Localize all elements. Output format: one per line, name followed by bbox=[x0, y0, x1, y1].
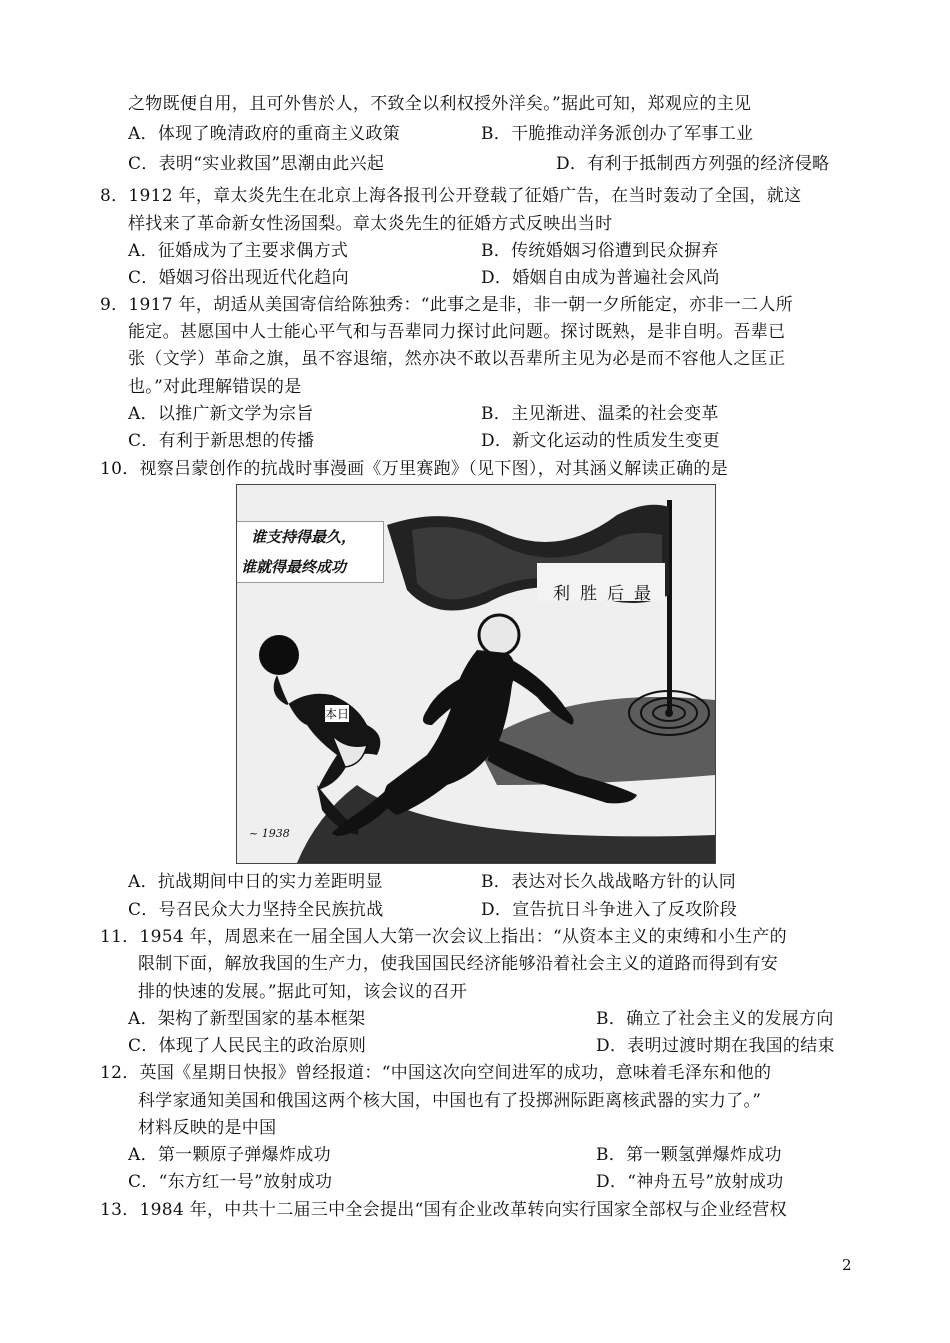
option-c: C．号召民众大力坚持全民族抗战 bbox=[128, 900, 384, 920]
question-12-stem: 科学家通知美国和俄国这两个核大国，中国也有了投掷洲际距离核武器的实力了。” bbox=[138, 1091, 762, 1111]
question-13-stem: 13．1984 年，中共十二届三中全会提出“国有企业改革转向实行国家全部权与企业经营权 bbox=[100, 1200, 787, 1220]
option-b: B．干脆推动洋务派创办了军事工业 bbox=[481, 124, 754, 144]
option-c: C．婚姻习俗出现近代化趋向 bbox=[128, 268, 349, 288]
svg-text:~ 1938: ~ 1938 bbox=[249, 827, 290, 840]
option-d: D．有利于抵制西方列强的经济侵略 bbox=[556, 154, 830, 174]
option-b: B．确立了社会主义的发展方向 bbox=[596, 1009, 834, 1029]
option-c: C．“东方红一号”放射成功 bbox=[128, 1172, 333, 1192]
option-a: A．第一颗原子弹爆炸成功 bbox=[128, 1145, 331, 1165]
flag-label: 利胜后最 bbox=[553, 584, 661, 604]
option-b: B．表达对长久战战略方针的认同 bbox=[481, 872, 736, 892]
cartoon-figure bbox=[236, 484, 716, 864]
question-9-stem: 也。”对此理解错误的是 bbox=[128, 377, 302, 397]
question-11-stem: 11．1954 年，周恩来在一届全国人大第一次会议上指出：“从资本主义的束缚和小生产的 bbox=[100, 927, 787, 947]
option-b: B．主见渐进、温柔的社会变革 bbox=[481, 404, 719, 424]
question-12-stem: 材料反映的是中国 bbox=[138, 1118, 277, 1138]
option-d: D．“神舟五号”放射成功 bbox=[596, 1172, 784, 1192]
caption-line-2: 谁就得最终成功 bbox=[241, 558, 347, 576]
question-12-stem: 12．英国《星期日快报》曾经报道：“中国这次向空间进军的成功，意味着毛泽东和他的 bbox=[100, 1063, 772, 1083]
option-b: B．第一颗氢弹爆炸成功 bbox=[596, 1145, 782, 1165]
caption-line-1: 谁支持得最久， bbox=[251, 528, 357, 546]
cartoon-caption bbox=[236, 521, 384, 583]
runner-label-japan: 本日 bbox=[325, 707, 350, 721]
option-a: A．体现了晚清政府的重商主义政策 bbox=[128, 124, 401, 144]
question-11-stem: 排的快速的发展。”据此可知，该会议的召开 bbox=[138, 982, 468, 1002]
option-d: D．宣告抗日斗争进入了反攻阶段 bbox=[481, 900, 738, 920]
option-a: A．架构了新型国家的基本框架 bbox=[128, 1009, 366, 1029]
option-d: D．新文化运动的性质发生变更 bbox=[481, 431, 720, 451]
option-d: D．表明过渡时期在我国的结束 bbox=[596, 1036, 835, 1056]
option-d: D．婚姻自由成为普遍社会风尚 bbox=[481, 268, 720, 288]
option-a: A．征婚成为了主要求偶方式 bbox=[128, 241, 349, 261]
question-8-stem: 8．1912 年，章太炎先生在北京上海各报刊公开登载了征婚广告，在当时轰动了全国，就这 bbox=[100, 186, 802, 206]
option-c: C．体现了人民民主的政治原则 bbox=[128, 1036, 367, 1056]
question-11-stem: 限制下面，解放我国的生产力，使我国国民经济能够沿着社会主义的道路而得到有安 bbox=[138, 954, 779, 974]
page-number: 2 bbox=[842, 1256, 852, 1274]
option-b: B．传统婚姻习俗遭到民众摒弃 bbox=[481, 241, 719, 261]
option-c: C．表明“实业救国”思潮由此兴起 bbox=[128, 154, 385, 174]
option-a: A．抗战期间中日的实力差距明显 bbox=[128, 872, 383, 892]
text-line: 之物既便自用，且可外售於人，不致全以利权授外洋矣。”据此可知，郑观应的主见 bbox=[128, 94, 752, 114]
question-10-stem: 10．视察吕蒙创作的抗战时事漫画《万里赛跑》（见下图），对其涵义解读正确的是 bbox=[100, 459, 729, 479]
question-9-stem: 能定。甚愿国中人士能心平气和与吾辈同力探讨此问题。探讨既熟，是非自明。吾辈已 bbox=[128, 322, 786, 342]
option-a: A．以推广新文学为宗旨 bbox=[128, 404, 314, 424]
question-9-stem: 张（文学）革命之旗，虽不容退缩，然亦决不敢以吾辈所主见为必是而不容他人之匡正 bbox=[128, 349, 786, 369]
question-8-stem: 样找来了革命新女性汤国梨。章太炎先生的征婚方式反映出当时 bbox=[128, 214, 613, 234]
option-c: C．有利于新思想的传播 bbox=[128, 431, 315, 451]
question-9-stem: 9．1917 年，胡适从美国寄信给陈独秀：“此事之是非，非一朝一夕所能定，亦非一二人所 bbox=[100, 295, 794, 315]
runner-label-china: 国中 bbox=[471, 683, 496, 697]
